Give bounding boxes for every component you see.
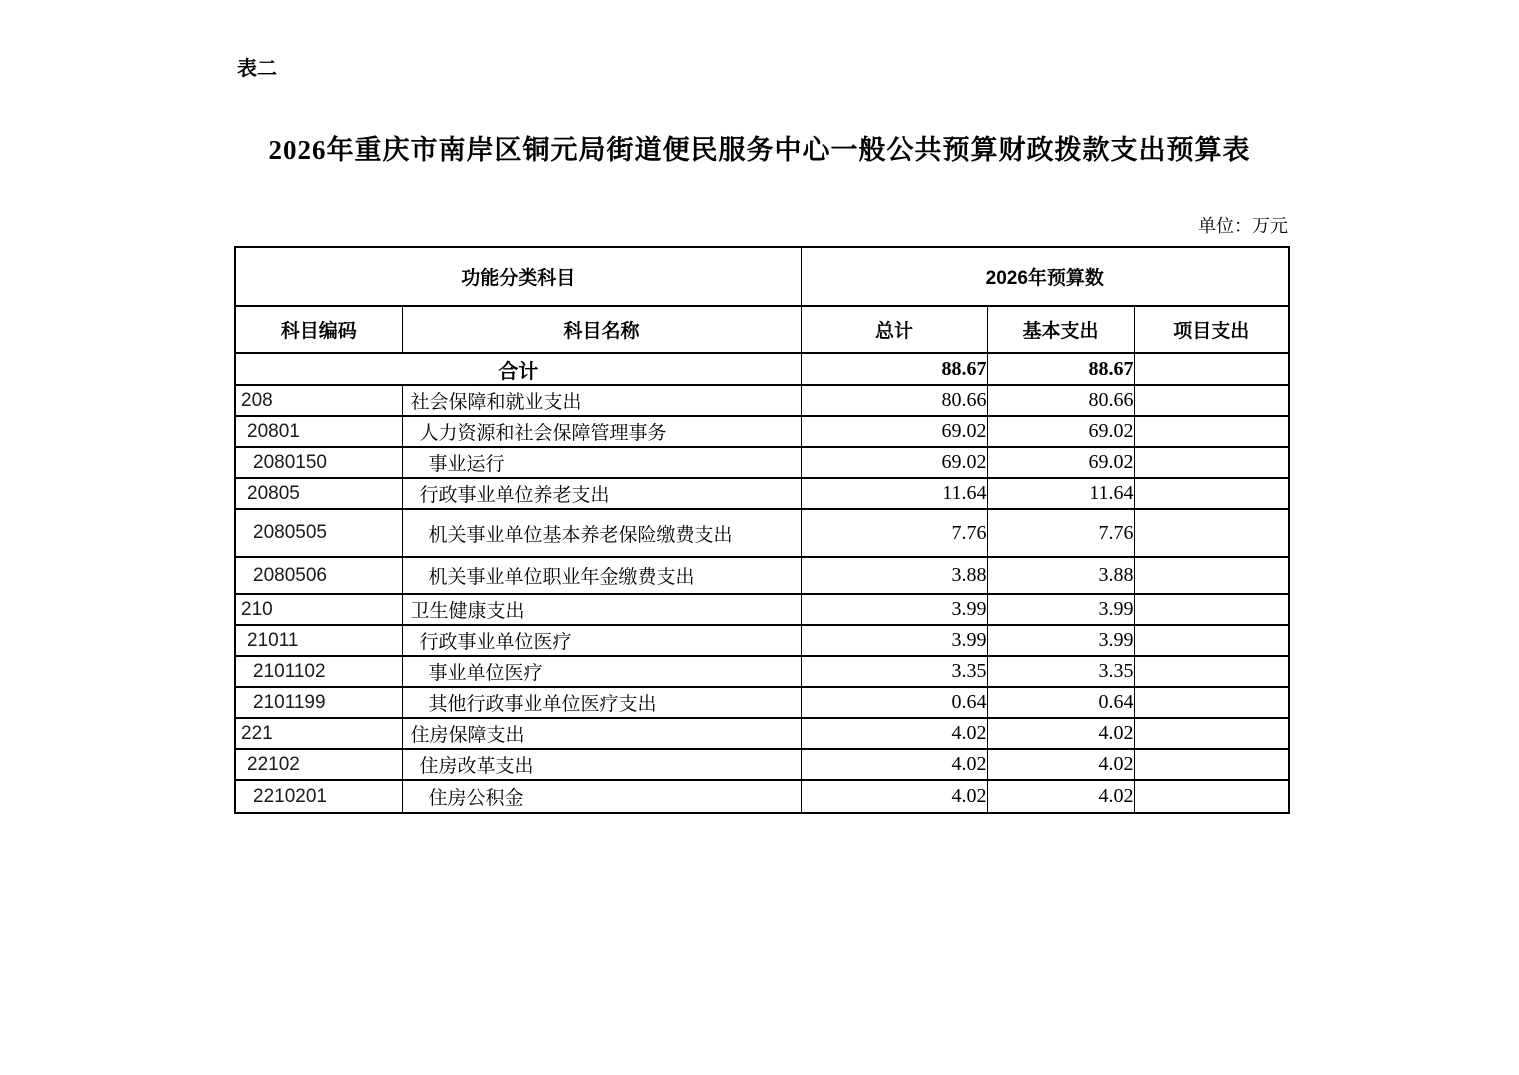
header-project-expenditure: 项目支出 xyxy=(1134,306,1289,353)
table-row xyxy=(235,416,1289,447)
cell-total: 3.99 xyxy=(801,625,987,656)
cell-total: 69.02 xyxy=(801,416,987,447)
budget-table xyxy=(234,246,1290,814)
header-budget-year: 2026年预算数 xyxy=(801,247,1289,306)
table-row xyxy=(235,656,1289,687)
cell-subject-code: 2080505 xyxy=(235,509,402,557)
cell-total: 3.35 xyxy=(801,656,987,687)
cell-subject-code: 2210201 xyxy=(235,780,402,813)
header-subject-code: 科目编码 xyxy=(235,306,402,353)
header-basic-expenditure: 基本支出 xyxy=(987,306,1134,353)
cell-subject-name: 人力资源和社会保障管理事务 xyxy=(402,416,801,447)
cell-project-expenditure xyxy=(1134,557,1289,594)
cell-subject-code: 2101199 xyxy=(235,687,402,718)
cell-total: 0.64 xyxy=(801,687,987,718)
table-number-label: 表二 xyxy=(237,58,277,80)
table-row xyxy=(235,557,1289,594)
cell-subject-name: 事业运行 xyxy=(402,447,801,478)
header-total: 总计 xyxy=(801,306,987,353)
cell-subject-code: 2101102 xyxy=(235,656,402,687)
cell-total: 69.02 xyxy=(801,447,987,478)
cell-project-expenditure xyxy=(1134,749,1289,780)
cell-subject-name: 住房改革支出 xyxy=(402,749,801,780)
cell-basic-expenditure: 80.66 xyxy=(987,385,1134,416)
cell-total: 4.02 xyxy=(801,718,987,749)
total-row xyxy=(235,353,1289,385)
cell-project-expenditure xyxy=(1134,478,1289,509)
cell-total: 3.99 xyxy=(801,594,987,625)
cell-subject-name: 住房保障支出 xyxy=(402,718,801,749)
cell-subject-name: 行政事业单位医疗 xyxy=(402,625,801,656)
cell-project-expenditure xyxy=(1134,718,1289,749)
cell-basic-expenditure: 0.64 xyxy=(987,687,1134,718)
cell-subject-code: 22102 xyxy=(235,749,402,780)
cell-basic-expenditure: 4.02 xyxy=(987,749,1134,780)
total-row-label: 合计 xyxy=(235,353,801,385)
cell-total: 7.76 xyxy=(801,509,987,557)
cell-project-expenditure xyxy=(1134,625,1289,656)
table-row xyxy=(235,749,1289,780)
cell-project-expenditure xyxy=(1134,416,1289,447)
cell-subject-name: 卫生健康支出 xyxy=(402,594,801,625)
cell-subject-name: 住房公积金 xyxy=(402,780,801,813)
cell-basic-expenditure: 3.99 xyxy=(987,594,1134,625)
table-row xyxy=(235,718,1289,749)
cell-subject-code: 21011 xyxy=(235,625,402,656)
cell-subject-name: 事业单位医疗 xyxy=(402,656,801,687)
cell-project-expenditure xyxy=(1134,594,1289,625)
budget-table-grid xyxy=(234,246,1290,814)
cell-total: 80.66 xyxy=(801,385,987,416)
cell-subject-code: 20801 xyxy=(235,416,402,447)
cell-basic-expenditure: 4.02 xyxy=(987,718,1134,749)
cell-project-expenditure xyxy=(1134,687,1289,718)
cell-total: 4.02 xyxy=(801,780,987,813)
cell-basic-expenditure: 69.02 xyxy=(987,447,1134,478)
header-functional-classification: 功能分类科目 xyxy=(235,247,801,306)
total-row-basic: 88.67 xyxy=(987,353,1134,385)
cell-project-expenditure xyxy=(1134,385,1289,416)
table-row xyxy=(235,385,1289,416)
cell-subject-code: 2080506 xyxy=(235,557,402,594)
unit-label: 单位：万元 xyxy=(1198,216,1288,236)
table-row xyxy=(235,625,1289,656)
cell-basic-expenditure: 11.64 xyxy=(987,478,1134,509)
cell-subject-name: 机关事业单位基本养老保险缴费支出 xyxy=(402,509,801,557)
header-columns-row xyxy=(235,306,1289,353)
cell-subject-code: 221 xyxy=(235,718,402,749)
cell-basic-expenditure: 3.99 xyxy=(987,625,1134,656)
table-row xyxy=(235,594,1289,625)
cell-project-expenditure xyxy=(1134,509,1289,557)
table-row xyxy=(235,687,1289,718)
cell-total: 3.88 xyxy=(801,557,987,594)
cell-basic-expenditure: 4.02 xyxy=(987,780,1134,813)
cell-basic-expenditure: 69.02 xyxy=(987,416,1134,447)
cell-subject-name: 机关事业单位职业年金缴费支出 xyxy=(402,557,801,594)
cell-subject-code: 2080150 xyxy=(235,447,402,478)
total-row-total: 88.67 xyxy=(801,353,987,385)
cell-project-expenditure xyxy=(1134,780,1289,813)
cell-basic-expenditure: 7.76 xyxy=(987,509,1134,557)
table-row xyxy=(235,780,1289,813)
cell-subject-name: 其他行政事业单位医疗支出 xyxy=(402,687,801,718)
cell-total: 11.64 xyxy=(801,478,987,509)
cell-project-expenditure xyxy=(1134,447,1289,478)
cell-subject-code: 210 xyxy=(235,594,402,625)
cell-total: 4.02 xyxy=(801,749,987,780)
total-row-project xyxy=(1134,353,1289,385)
cell-subject-name: 行政事业单位养老支出 xyxy=(402,478,801,509)
table-row xyxy=(235,478,1289,509)
cell-subject-code: 208 xyxy=(235,385,402,416)
table-row xyxy=(235,509,1289,557)
cell-basic-expenditure: 3.88 xyxy=(987,557,1134,594)
header-group-row xyxy=(235,247,1289,306)
table-row xyxy=(235,447,1289,478)
cell-subject-code: 20805 xyxy=(235,478,402,509)
cell-project-expenditure xyxy=(1134,656,1289,687)
cell-basic-expenditure: 3.35 xyxy=(987,656,1134,687)
header-subject-name: 科目名称 xyxy=(402,306,801,353)
page-title: 2026年重庆市南岸区铜元局街道便民服务中心一般公共预算财政拨款支出预算表 xyxy=(268,135,1251,165)
cell-subject-name: 社会保障和就业支出 xyxy=(402,385,801,416)
